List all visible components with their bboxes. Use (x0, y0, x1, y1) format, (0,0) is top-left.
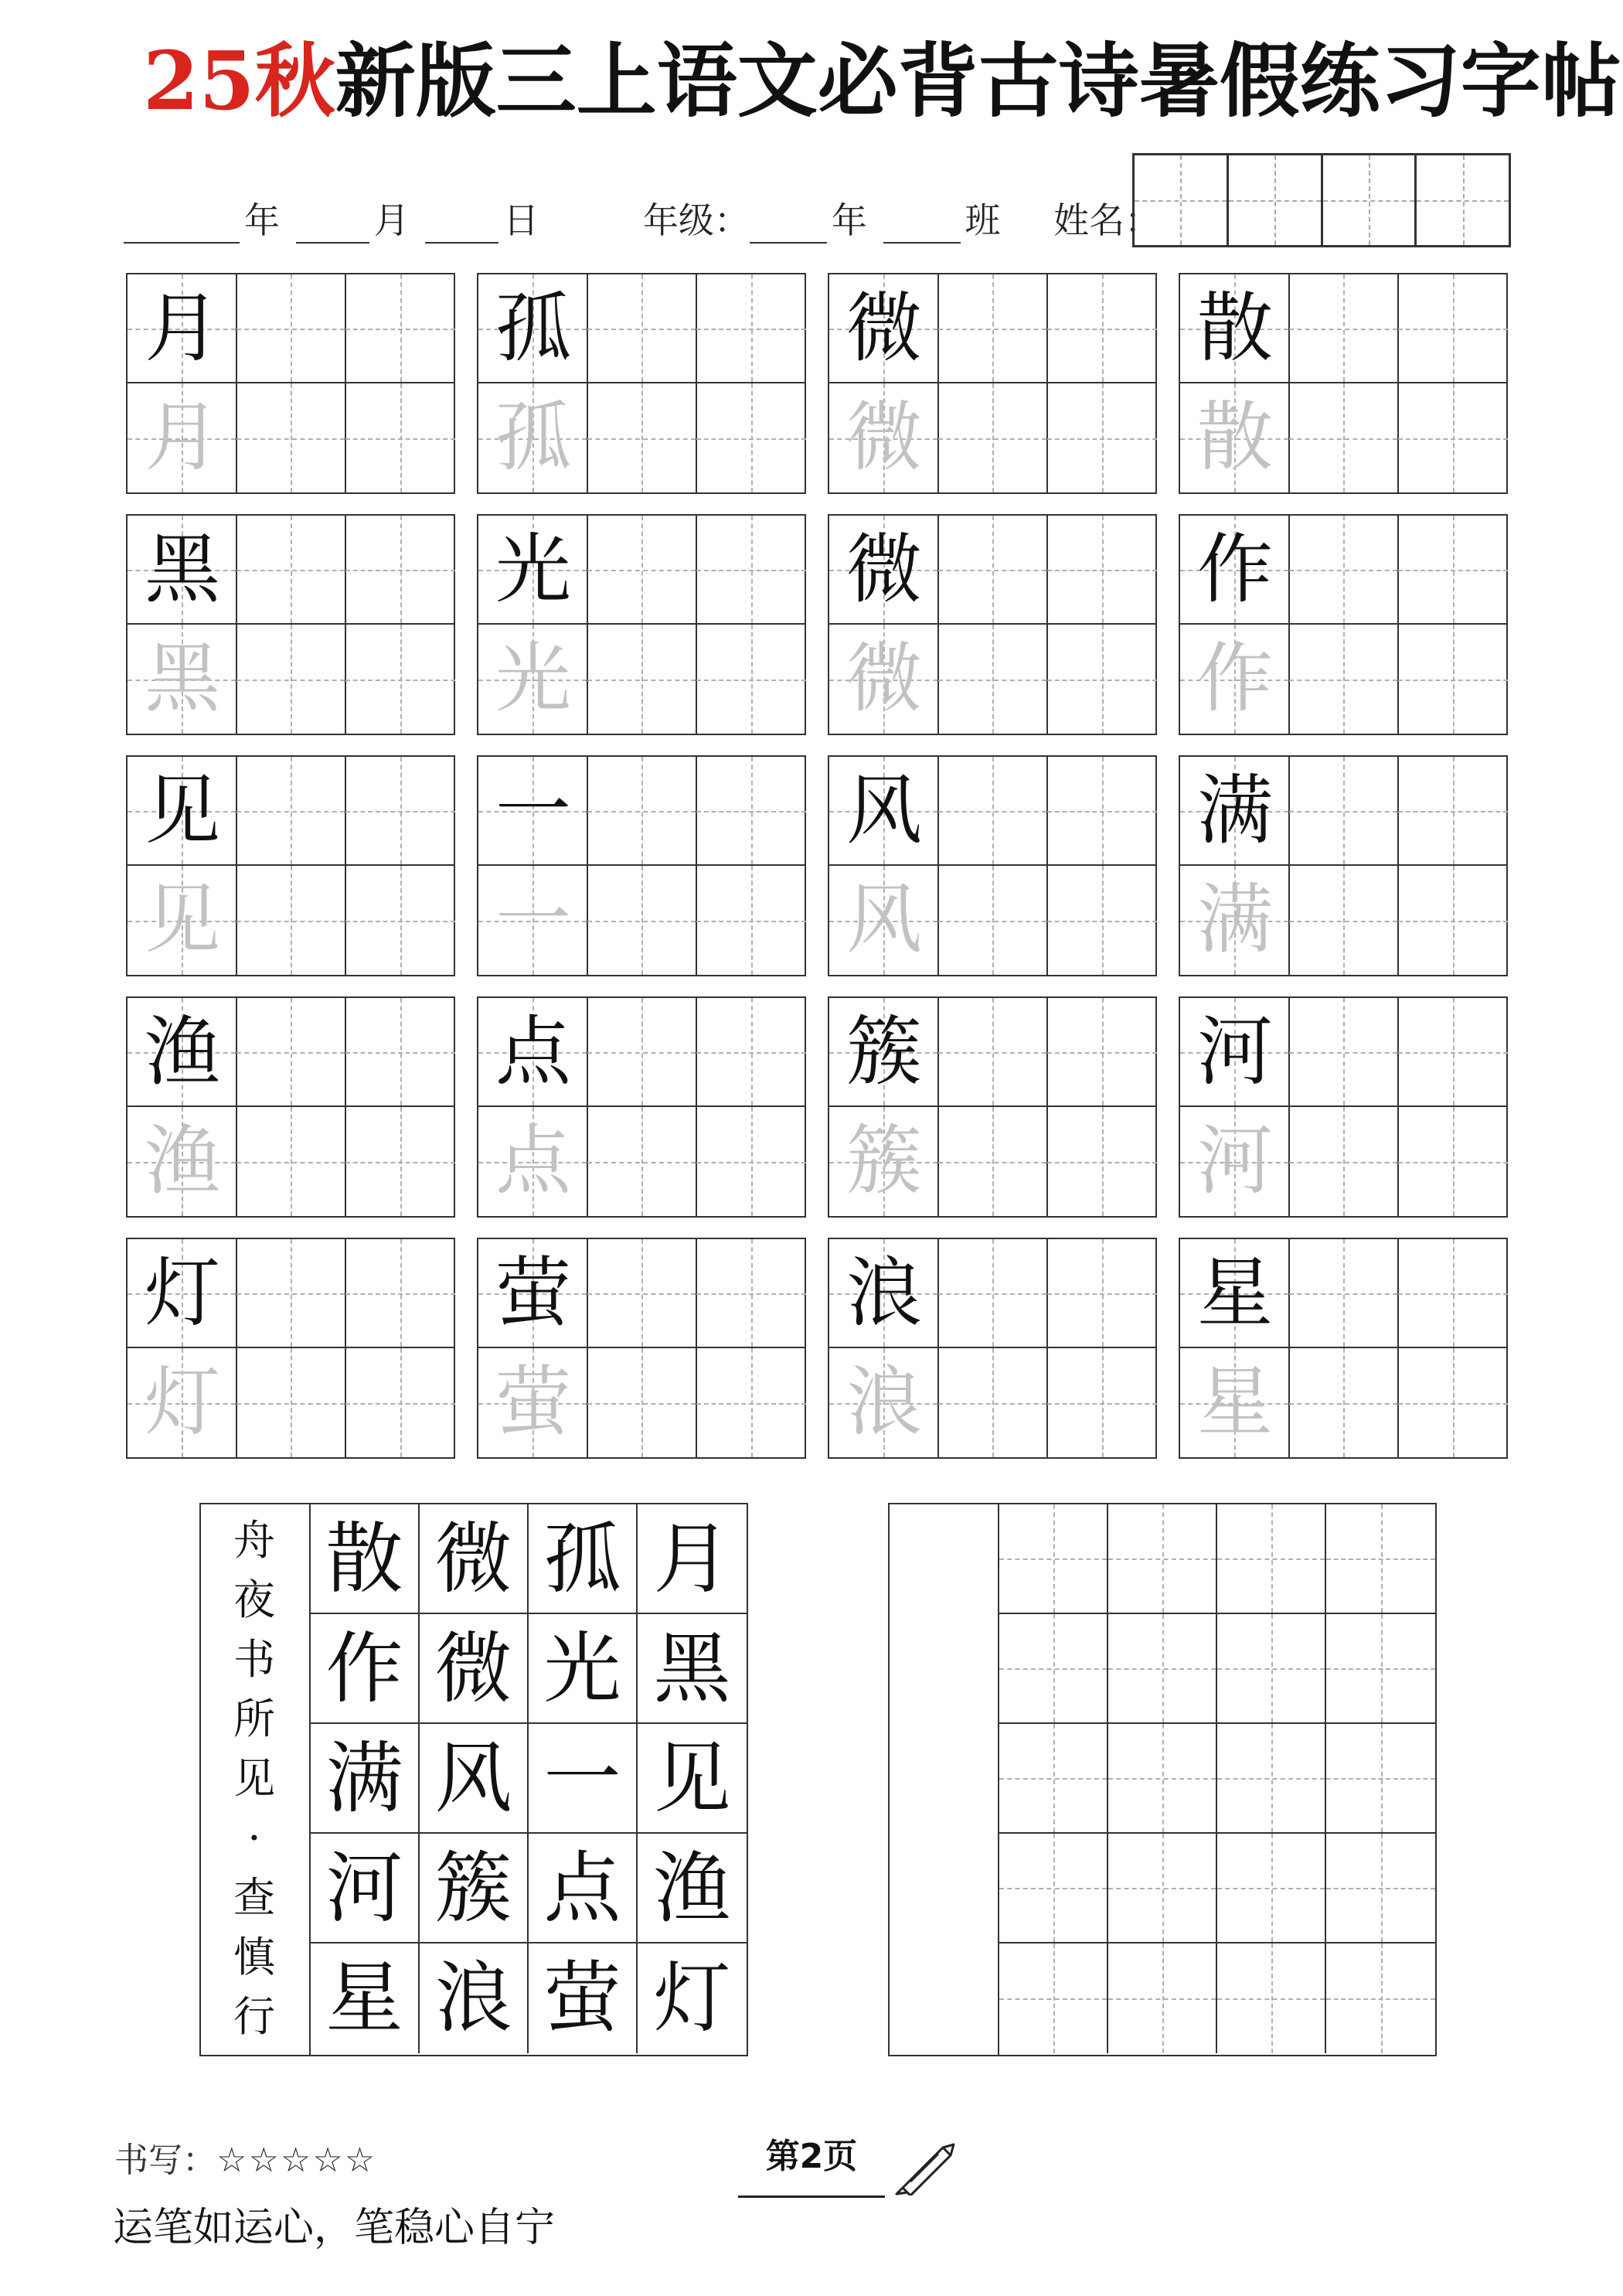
writing-cell[interactable] (236, 866, 346, 975)
writing-cell (829, 1239, 939, 1348)
practice-block (477, 273, 806, 494)
model-character: 点 (495, 1008, 571, 1096)
poem-title-char: 书 (233, 1635, 275, 1684)
trace-character: 作 (1196, 635, 1273, 723)
trace-character: 萤 (495, 1358, 571, 1446)
practice-block (1179, 755, 1508, 976)
writing-cell[interactable] (938, 757, 1048, 866)
poem-char-cell: 微 (420, 1614, 529, 1724)
writing-cell[interactable] (1398, 274, 1508, 383)
writing-cell[interactable] (236, 274, 346, 383)
poem-char-cell: 星 (311, 1943, 420, 2053)
writing-cell (1180, 516, 1290, 625)
writing-cell[interactable] (587, 274, 697, 383)
writing-cell[interactable] (587, 998, 697, 1107)
writing-cell (829, 757, 939, 866)
poem-char-cell: 河 (311, 1834, 420, 1943)
writing-cell (478, 383, 588, 492)
page-underline (738, 2196, 885, 2198)
practice-block (477, 755, 806, 976)
poem-title-char: 舟 (233, 1516, 275, 1565)
writing-cell (128, 274, 237, 383)
poem-char-cell: 散 (311, 1504, 420, 1614)
blank-writing-cell[interactable] (1108, 1834, 1217, 1943)
writing-cell[interactable] (587, 516, 697, 625)
writing-cell[interactable] (1047, 757, 1157, 866)
writing-cell[interactable] (696, 1107, 806, 1216)
writing-cell (829, 383, 939, 492)
title-main: 新版三上语文必背古诗暑假练习字帖 (335, 33, 1621, 128)
writing-cell (128, 1107, 237, 1216)
trace-character: 点 (495, 1117, 571, 1205)
rating-label: 书写： (114, 2141, 216, 2180)
blank-practice-grid (888, 1503, 1437, 2056)
writing-cell[interactable] (345, 866, 455, 975)
writing-cell[interactable] (1289, 1107, 1399, 1216)
name-box[interactable] (1229, 155, 1323, 245)
writing-cell (1180, 1348, 1290, 1457)
writing-cell[interactable] (1289, 757, 1399, 866)
writing-cell[interactable] (938, 625, 1048, 734)
poem-char-cell: 风 (420, 1724, 529, 1834)
writing-cell[interactable] (696, 274, 806, 383)
writing-cell (128, 757, 237, 866)
blank-writing-cell[interactable] (999, 1834, 1108, 1943)
writing-cell (478, 998, 588, 1107)
writing-cell (128, 998, 237, 1107)
blank-writing-cell[interactable] (999, 1724, 1108, 1834)
writing-cell[interactable] (236, 757, 346, 866)
writing-cell[interactable] (345, 1239, 455, 1348)
writing-cell (1180, 625, 1290, 734)
writing-cell[interactable] (1398, 866, 1508, 975)
poem-title-char: 见 (233, 1754, 275, 1803)
model-character: 见 (144, 767, 220, 855)
poem-title-char: 慎 (233, 1933, 275, 1981)
grade-label: 年级： (642, 199, 750, 241)
day-label: 日 (503, 199, 539, 241)
writing-cell[interactable] (1047, 516, 1157, 625)
writing-cell (1180, 274, 1290, 383)
writing-cell[interactable] (938, 1239, 1048, 1348)
writing-cell[interactable] (345, 757, 455, 866)
model-character: 星 (1196, 1249, 1273, 1337)
writing-cell[interactable] (696, 866, 806, 975)
writing-cell[interactable] (1398, 1239, 1508, 1348)
poem-title-char: 行 (233, 1992, 275, 2041)
writing-cell (829, 1348, 939, 1457)
blank-writing-cell[interactable] (999, 1504, 1108, 1614)
blank-writing-cell[interactable] (1108, 1724, 1217, 1834)
name-box[interactable] (1417, 155, 1509, 245)
poem-char-cell: 光 (529, 1614, 638, 1724)
writing-cell[interactable] (587, 1107, 697, 1216)
poem-char-cell: 满 (311, 1724, 420, 1834)
model-character: 月 (144, 284, 220, 373)
poem-title-char: · (247, 1814, 261, 1862)
poem-char-cell: 点 (529, 1834, 638, 1943)
writing-cell[interactable] (938, 1107, 1048, 1216)
poem-title-char: 查 (233, 1873, 275, 1922)
model-character: 灯 (144, 1249, 220, 1337)
writing-cell[interactable] (1398, 383, 1508, 492)
month-blank[interactable] (296, 211, 369, 244)
writing-cell[interactable] (1398, 757, 1508, 866)
trace-character: 微 (846, 635, 922, 723)
class-label: 班 (965, 199, 1001, 241)
writing-cell (128, 866, 237, 975)
writing-cell (829, 998, 939, 1107)
poem-title-char: 所 (233, 1695, 275, 1743)
model-character: 河 (1196, 1008, 1273, 1096)
writing-cell[interactable] (1047, 1348, 1157, 1457)
writing-cell (128, 1348, 237, 1457)
poem-char-cell: 作 (311, 1614, 420, 1724)
name-box[interactable] (1323, 155, 1417, 245)
writing-cell[interactable] (587, 866, 697, 975)
writing-cell (478, 866, 588, 975)
model-character: 散 (1196, 284, 1273, 373)
writing-cell[interactable] (938, 1348, 1048, 1457)
poem-title-column (201, 1504, 311, 2055)
writing-cell (1180, 383, 1290, 492)
model-character: 作 (1196, 526, 1273, 614)
writing-cell (478, 274, 588, 383)
poem-char-cell: 见 (638, 1724, 747, 1834)
writing-cell[interactable] (1289, 866, 1399, 975)
writing-cell[interactable] (696, 516, 806, 625)
blank-writing-cell[interactable] (1217, 1724, 1326, 1834)
writing-cell[interactable] (587, 1348, 697, 1457)
model-character: 簇 (846, 1008, 922, 1096)
writing-cell[interactable] (1289, 1239, 1399, 1348)
model-character: 渔 (144, 1008, 220, 1096)
practice-block (126, 755, 455, 976)
writing-cell (128, 383, 237, 492)
rating-stars[interactable]: ☆☆☆☆☆ (216, 2141, 377, 2180)
writing-cell[interactable] (696, 998, 806, 1107)
model-character: 孤 (495, 284, 571, 373)
class-blank[interactable] (883, 211, 961, 244)
writing-cell[interactable] (1047, 1239, 1157, 1348)
blank-writing-cell[interactable] (999, 1943, 1108, 2053)
trace-character: 见 (144, 876, 220, 964)
writing-cell (128, 625, 237, 734)
writing-cell[interactable] (1047, 274, 1157, 383)
writing-cell[interactable] (587, 1239, 697, 1348)
writing-cell (829, 274, 939, 383)
writing-cell[interactable] (236, 516, 346, 625)
poem-char-cell: 孤 (529, 1504, 638, 1614)
trace-character: 风 (846, 876, 922, 964)
writing-cell[interactable] (587, 625, 697, 734)
blank-writing-cell[interactable] (1217, 1614, 1326, 1724)
writing-cell[interactable] (696, 1239, 806, 1348)
name-label: 姓名： (1053, 199, 1161, 241)
practice-block (828, 1238, 1157, 1459)
writing-cell (128, 1239, 237, 1348)
practice-block (1179, 996, 1508, 1218)
poem-char-cell: 黑 (638, 1614, 747, 1724)
model-character: 微 (846, 284, 922, 373)
writing-cell (1180, 1239, 1290, 1348)
practice-block (477, 1238, 806, 1459)
writing-cell (128, 516, 237, 625)
trace-character: 浪 (846, 1358, 922, 1446)
trace-character: 簇 (846, 1117, 922, 1205)
model-character: 微 (846, 526, 922, 614)
writing-cell[interactable] (1047, 998, 1157, 1107)
blank-writing-cell[interactable] (1326, 1614, 1435, 1724)
blank-writing-cell[interactable] (1326, 1943, 1435, 2053)
poem-char-cell: 月 (638, 1504, 747, 1614)
writing-cell[interactable] (1289, 516, 1399, 625)
model-character: 浪 (846, 1249, 922, 1337)
writing-cell[interactable] (1289, 274, 1399, 383)
practice-block (828, 514, 1157, 735)
poem-char-cell: 簇 (420, 1834, 529, 1943)
writing-cell (829, 1107, 939, 1216)
practice-block (1179, 1238, 1508, 1459)
grade-year-blank[interactable] (750, 211, 827, 244)
practice-block (1179, 273, 1508, 494)
blank-writing-cell[interactable] (1217, 1834, 1326, 1943)
practice-block (126, 273, 455, 494)
writing-cell (478, 1107, 588, 1216)
writing-cell[interactable] (696, 1348, 806, 1457)
writing-cell[interactable] (345, 274, 455, 383)
writing-cell[interactable] (345, 998, 455, 1107)
writing-cell[interactable] (1047, 1107, 1157, 1216)
writing-cell[interactable] (1398, 998, 1508, 1107)
blank-writing-cell[interactable] (1217, 1943, 1326, 2053)
writing-cell (478, 516, 588, 625)
year-label: 年 (244, 199, 280, 241)
writing-cell (1180, 866, 1290, 975)
writing-cell (1180, 998, 1290, 1107)
blank-writing-cell[interactable] (1108, 1943, 1217, 2053)
writing-cell[interactable] (938, 998, 1048, 1107)
practice-block (828, 996, 1157, 1218)
trace-character: 满 (1196, 876, 1273, 964)
writing-cell[interactable] (938, 383, 1048, 492)
writing-cell[interactable] (236, 1348, 346, 1457)
writing-cell (829, 866, 939, 975)
writing-cell[interactable] (696, 625, 806, 734)
writing-cell[interactable] (1047, 866, 1157, 975)
writing-cell[interactable] (236, 1107, 346, 1216)
writing-cell[interactable] (236, 998, 346, 1107)
writing-cell (1180, 1107, 1290, 1216)
writing-cell[interactable] (938, 274, 1048, 383)
writing-cell[interactable] (1398, 1348, 1508, 1457)
writing-cell[interactable] (1398, 516, 1508, 625)
writing-cell[interactable] (1289, 625, 1399, 734)
month-label: 月 (373, 199, 410, 241)
writing-cell[interactable] (1289, 383, 1399, 492)
practice-block (126, 514, 455, 735)
trace-character: 河 (1196, 1117, 1273, 1205)
model-character: 黑 (144, 526, 220, 614)
practice-block (477, 996, 806, 1218)
blank-writing-cell[interactable] (1326, 1724, 1435, 1834)
trace-character: 星 (1196, 1358, 1273, 1446)
title-highlight: 25秋 (143, 33, 335, 128)
practice-block (828, 273, 1157, 494)
poem-char-cell: 浪 (420, 1943, 529, 2053)
writing-cell[interactable] (696, 383, 806, 492)
blank-title-column[interactable] (890, 1504, 999, 2055)
blank-writing-cell[interactable] (1217, 1504, 1326, 1614)
page-title (143, 31, 1621, 131)
writing-cell[interactable] (345, 1107, 455, 1216)
writing-cell (478, 625, 588, 734)
poem-char-cell: 萤 (529, 1943, 638, 2053)
grade-year-label: 年 (831, 199, 867, 241)
header-fields (124, 197, 1160, 244)
poem-table (199, 1503, 748, 2056)
practice-block (477, 514, 806, 735)
year-blank[interactable] (124, 211, 240, 244)
model-character: 萤 (495, 1249, 571, 1337)
footer-motto: 运笔如运心，笔稳心自宁 (113, 2205, 556, 2251)
trace-character: 光 (495, 635, 571, 723)
writing-cell[interactable] (587, 383, 697, 492)
model-character: 一 (495, 767, 571, 855)
practice-block (126, 996, 455, 1218)
writing-cell[interactable] (345, 625, 455, 734)
blank-writing-cell[interactable] (1326, 1504, 1435, 1614)
name-box[interactable] (1135, 155, 1229, 245)
writing-cell (478, 757, 588, 866)
writing-cell[interactable] (1047, 625, 1157, 734)
writing-cell[interactable] (1289, 1348, 1399, 1457)
poem-char-cell: 微 (420, 1504, 529, 1614)
trace-character: 月 (144, 393, 220, 482)
model-character: 风 (846, 767, 922, 855)
writing-cell[interactable] (236, 625, 346, 734)
writing-rating (114, 2138, 376, 2184)
blank-writing-cell[interactable] (999, 1614, 1108, 1724)
poem-char-cell: 灯 (653, 1953, 731, 2043)
writing-cell[interactable] (236, 1239, 346, 1348)
writing-cell[interactable] (345, 1348, 455, 1457)
writing-cell (1180, 757, 1290, 866)
pen-icon (889, 2134, 966, 2196)
writing-cell[interactable] (696, 757, 806, 866)
writing-cell (829, 625, 939, 734)
poem-char-cell: 一 (529, 1724, 638, 1834)
writing-cell (478, 1239, 588, 1348)
trace-character: 渔 (144, 1117, 220, 1205)
writing-cell[interactable] (938, 516, 1048, 625)
writing-cell[interactable] (587, 757, 697, 866)
practice-block (126, 1238, 455, 1459)
writing-cell[interactable] (938, 866, 1048, 975)
poem-char-cell: 渔 (638, 1834, 747, 1943)
model-character: 光 (495, 526, 571, 614)
writing-cell (478, 1348, 588, 1457)
trace-character: 黑 (144, 635, 220, 723)
trace-character: 孤 (495, 393, 571, 482)
writing-cell[interactable] (236, 383, 346, 492)
practice-block (828, 755, 1157, 976)
writing-cell[interactable] (1398, 625, 1508, 734)
trace-character: 灯 (144, 1358, 220, 1446)
trace-character: 一 (495, 876, 571, 964)
model-character: 满 (1196, 767, 1273, 855)
blank-writing-cell[interactable] (1108, 1614, 1217, 1724)
name-boxes[interactable] (1132, 153, 1511, 247)
writing-cell[interactable] (1398, 1107, 1508, 1216)
writing-cell (829, 516, 939, 625)
practice-block (1179, 514, 1508, 735)
writing-cell[interactable] (1289, 998, 1399, 1107)
blank-writing-cell[interactable] (1108, 1504, 1217, 1614)
blank-writing-cell[interactable] (1326, 1834, 1435, 1943)
writing-cell[interactable] (345, 516, 455, 625)
page-number: 第2页 (765, 2137, 858, 2176)
poem-title-char: 夜 (233, 1576, 275, 1624)
writing-cell[interactable] (345, 383, 455, 492)
writing-cell[interactable] (1047, 383, 1157, 492)
trace-character: 微 (846, 393, 922, 482)
day-blank[interactable] (425, 211, 498, 244)
trace-character: 散 (1196, 393, 1273, 482)
